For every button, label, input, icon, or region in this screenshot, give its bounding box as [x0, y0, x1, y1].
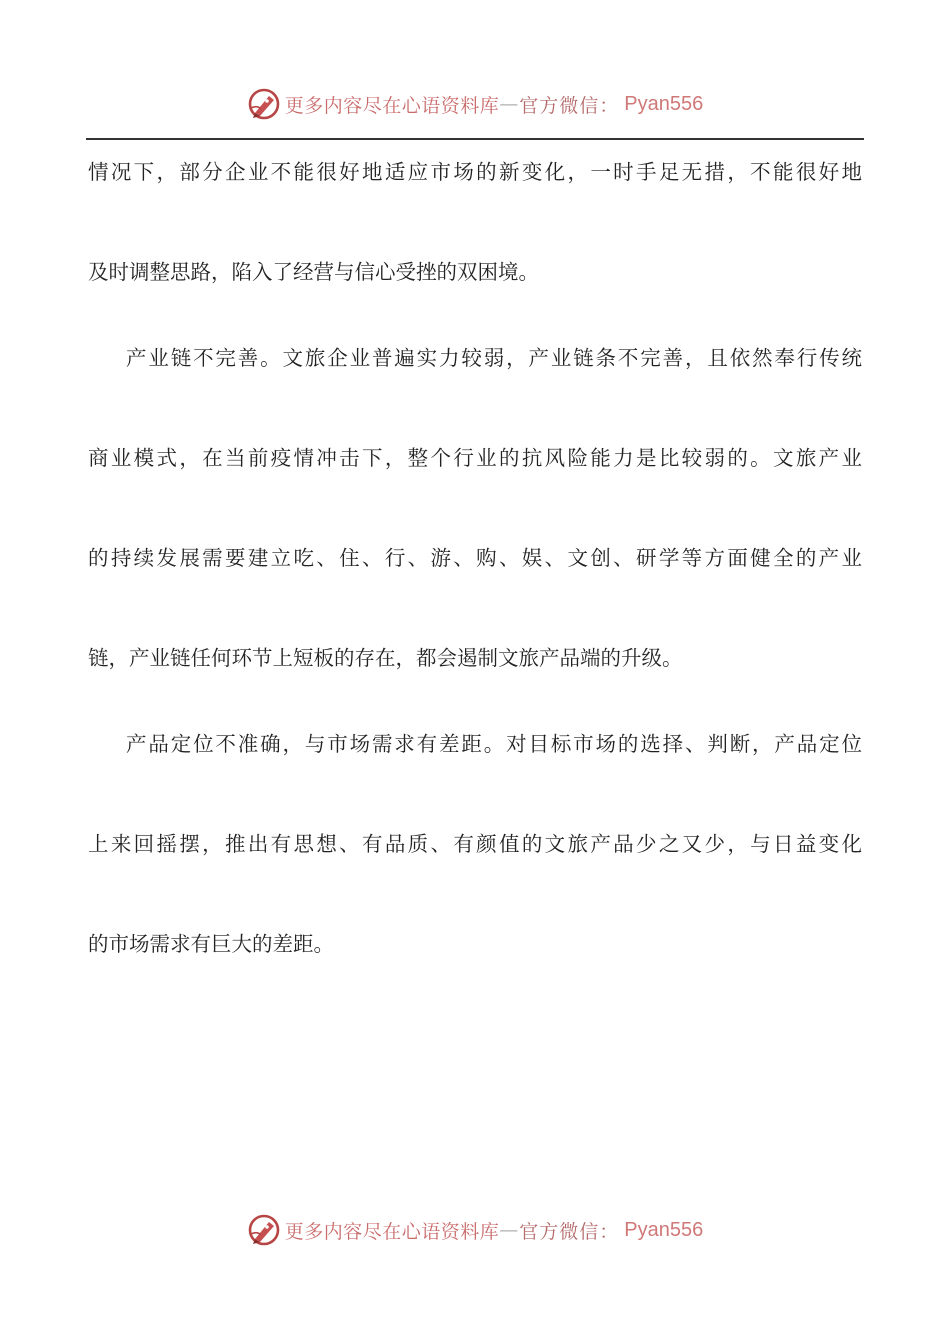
banner-title: 更多内容尽在心语资料库: [284, 1220, 500, 1243]
body-line: 产业链不完善。文旅企业普遍实力较弱，产业链条不完善，且依然奉行传统: [126, 346, 862, 370]
banner-separator: —: [499, 93, 520, 115]
banner-wechat-id: Pyan556: [624, 1218, 704, 1241]
body-line: 上来回摇摆，推出有思想、有品质、有颜值的文旅产品少之又少，与日益变化: [88, 832, 862, 856]
pen-nib-logo-icon: [247, 1213, 281, 1247]
body-line: 链，产业链任何环节上短板的存在，都会遏制文旅产品端的升级。: [88, 646, 683, 670]
body-line: 情况下，部分企业不能很好地适应市场的新变化，一时手足无措，不能很好地: [88, 160, 862, 184]
body-line: 商业模式，在当前疫情冲击下，整个行业的抗风险能力是比较弱的。文旅产业: [88, 446, 862, 470]
banner-wechat-label: 官方微信: [519, 94, 600, 117]
body-line: 产品定位不准确，与市场需求有差距。对目标市场的选择、判断，产品定位: [126, 732, 862, 756]
body-line: 及时调整思路，陷入了经营与信心受挫的双困境。: [88, 260, 539, 284]
body-line: 的持续发展需要建立吃、住、行、游、购、娱、文创、研学等方面健全的产业: [88, 546, 862, 570]
footer-banner: [0, 1210, 950, 1250]
banner-wechat-label: 官方微信: [519, 1220, 600, 1243]
banner-colon: ：: [599, 1220, 619, 1243]
banner-colon: ：: [599, 94, 619, 117]
header-rule: [86, 138, 864, 140]
banner-wechat-id: Pyan556: [624, 92, 704, 115]
body-line: 的市场需求有巨大的差距。: [88, 932, 334, 956]
pen-nib-logo-icon: [247, 87, 281, 121]
banner-separator: —: [499, 1219, 520, 1241]
header-banner: [0, 84, 950, 124]
banner-title: 更多内容尽在心语资料库: [284, 94, 500, 117]
